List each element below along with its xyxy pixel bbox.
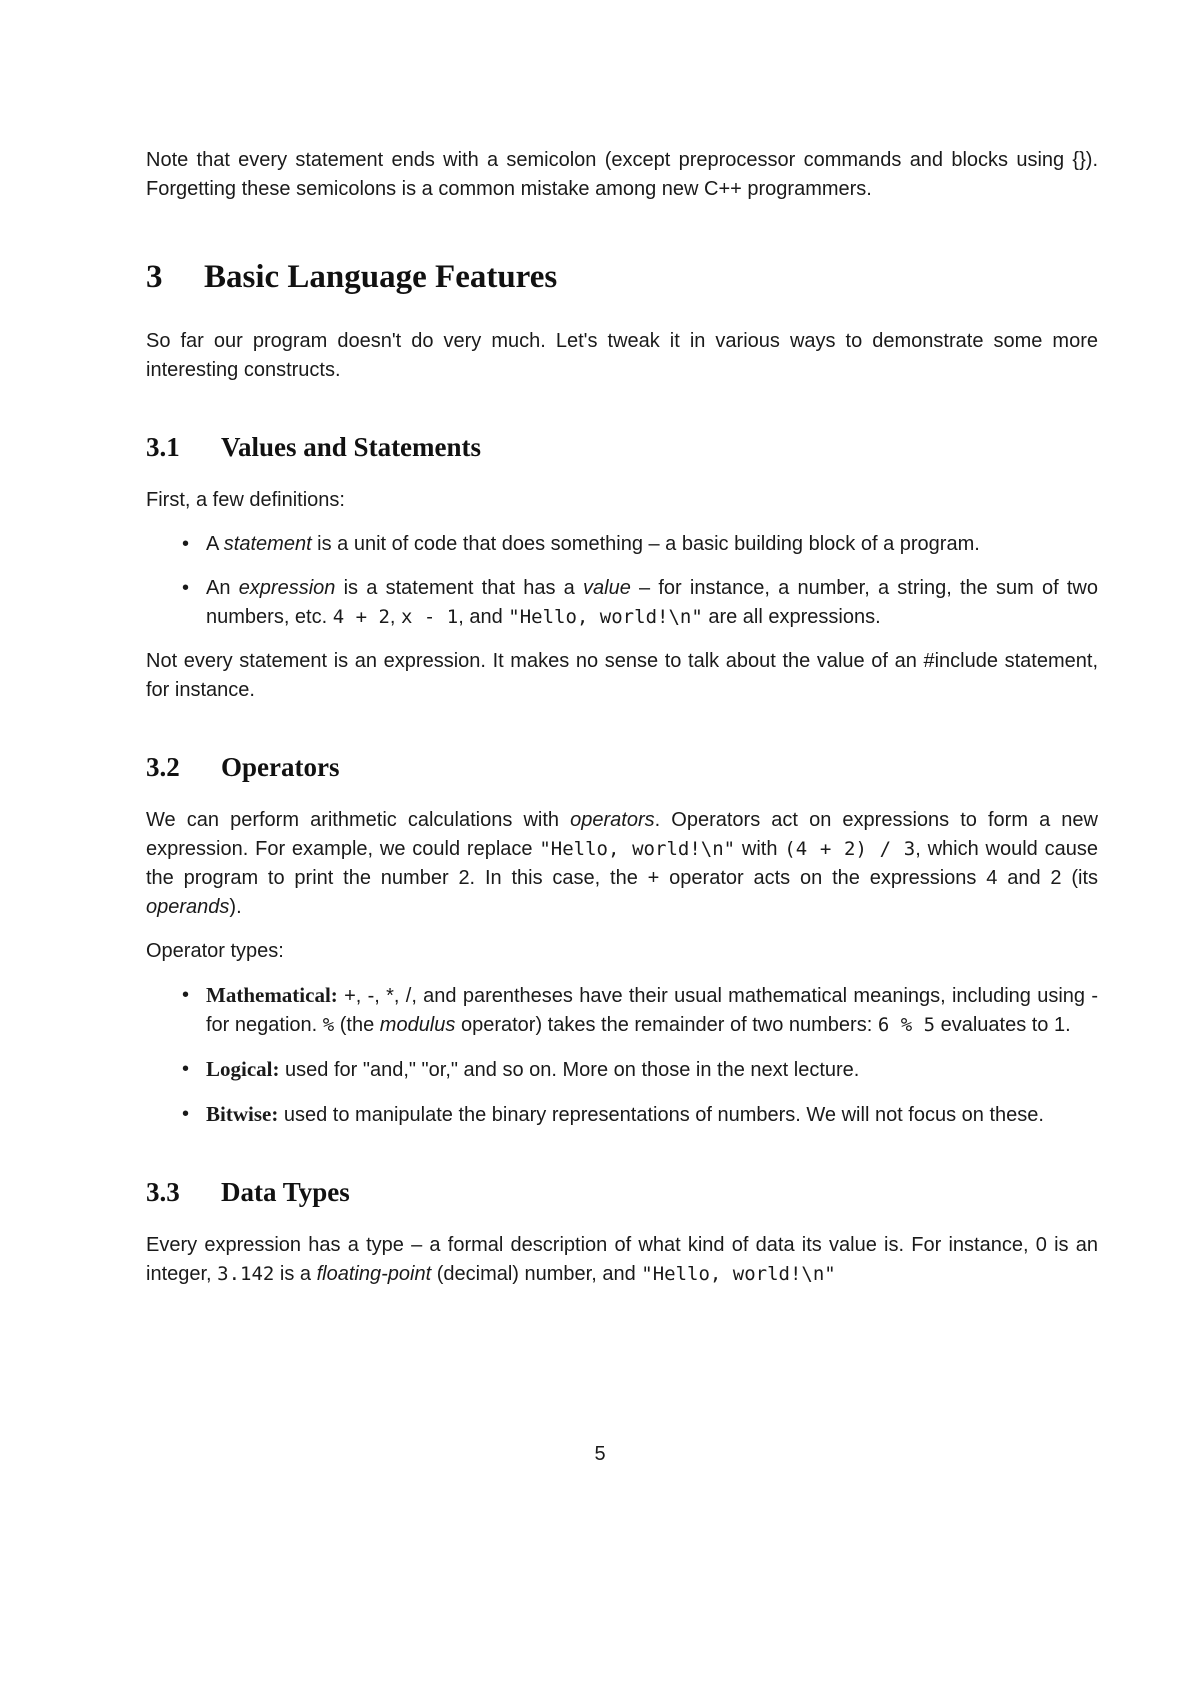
- page-number: 5: [594, 1443, 606, 1465]
- inline-code: "Hello, world!\n": [508, 606, 703, 628]
- inline-code: "Hello, world!\n": [641, 1263, 836, 1285]
- bullet-icon: •: [182, 1103, 190, 1125]
- inline-code: "Hello, world!\n": [539, 838, 736, 860]
- section-heading-3-1: [146, 430, 1098, 464]
- bullet-icon: •: [182, 577, 190, 599]
- inline-code: 6 % 5: [877, 1014, 936, 1036]
- section-title: Basic Language Features: [204, 259, 558, 295]
- item-label: Mathematical:: [206, 983, 338, 1007]
- section-number: 3: [146, 259, 163, 295]
- inline-code: x - 1: [401, 606, 459, 628]
- paragraph-section-3-intro: So far our program doesn't do very much. Let's tweak it in various ways to demonstrate some more interesting constructs.: [146, 330, 1098, 381]
- paragraph-semicolon-note: Note that every statement ends with a semicolon (except preprocessor commands and blocks using {}). Forgetting these semicolons is a common mistake among new C++ programmers.: [146, 149, 1098, 200]
- item-label: Bitwise:: [206, 1102, 279, 1126]
- bullet-icon: •: [182, 533, 190, 555]
- list-item: • Logical: used for "and," "or," and so on. More on those in the next lecture.: [206, 1055, 1098, 1085]
- bullet-icon: •: [182, 984, 190, 1006]
- paragraph-not-every-statement: Not every statement is an expression. It makes no sense to talk about the value of an #include statement, for instance.: [146, 650, 1098, 701]
- operator-types-list: [146, 981, 1098, 1130]
- bullet-icon: •: [182, 1058, 190, 1080]
- definitions-list: [146, 530, 1098, 632]
- section-title: Values and Statements: [221, 432, 482, 462]
- paragraph-operator-types-lead: Operator types:: [146, 940, 284, 962]
- paragraph-data-types: Every expression has a type – a formal description of what kind of data its value is. For instance, 0 is an integer, 3.142 is a floating-point (decimal) number, and "Hello, world!\n": [146, 1234, 1098, 1285]
- paragraph-definitions-lead: First, a few definitions:: [146, 489, 345, 511]
- section-heading-3-2: [146, 750, 1098, 784]
- list-item: • An expression is a statement that has a value – for instance, a number, a string, the sum of two numbers, etc. 4 + 2, x - 1, and "Hello, world!\n" are all expressions.: [206, 574, 1098, 632]
- inline-code: (4 + 2) / 3: [784, 838, 916, 860]
- section-title: Data Types: [221, 1177, 350, 1207]
- inline-code: %: [322, 1014, 335, 1036]
- section-heading-3-3: [146, 1175, 1098, 1209]
- section-heading-3: [146, 257, 1098, 297]
- list-item: • Bitwise: used to manipulate the binary representations of numbers. We will not focus on these.: [206, 1100, 1098, 1130]
- section-title: Operators: [221, 752, 340, 782]
- list-item: • A statement is a unit of code that does something – a basic building block of a program.: [206, 530, 1098, 559]
- paragraph-operators: We can perform arithmetic calculations with operators. Operators act on expressions to form a new expression. For example, we could replace "Hello, world!\n" with (4 + 2) / 3, which would cause the program to print the number 2. In this case, the + operator acts on the expressions 4 and 2 (its operands).: [146, 809, 1099, 918]
- section-number: 3.1: [146, 432, 180, 462]
- item-label: Logical:: [206, 1057, 280, 1081]
- inline-code: {}: [1072, 149, 1086, 171]
- page-content: [146, 146, 1098, 1289]
- inline-code: 4 + 2: [332, 606, 390, 628]
- section-number: 3.3: [146, 1177, 180, 1207]
- list-item: • Mathematical: +, -, *, /, and parentheses have their usual mathematical meanings, including using - for negation. % (the modulus operator) takes the remainder of two numbers: 6 % 5 evaluates to 1.: [182, 983, 1098, 1036]
- inline-code: 3.142: [217, 1263, 275, 1285]
- section-number: 3.2: [146, 752, 180, 782]
